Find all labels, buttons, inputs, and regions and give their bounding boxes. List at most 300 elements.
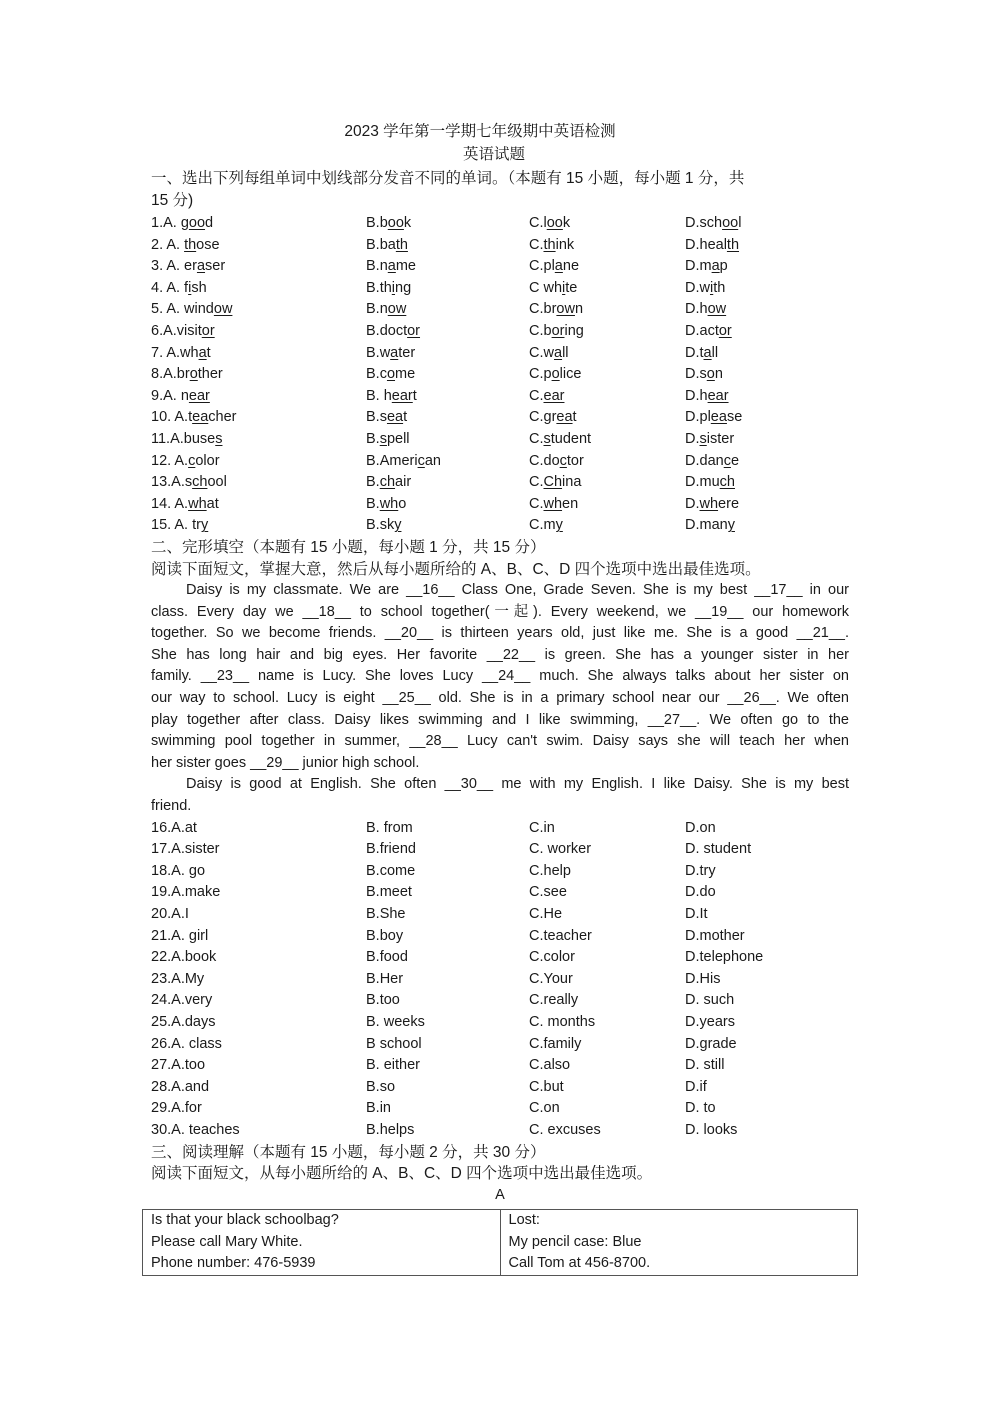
option bbox=[529, 278, 577, 300]
option: C.also bbox=[529, 1057, 571, 1074]
passage-line: our way to school. Lucy is eight __25__ old. She is in a primary school near our __26__. We often bbox=[151, 690, 849, 707]
option-text: C.l bbox=[529, 215, 547, 231]
underlined-letters: ow bbox=[707, 301, 727, 318]
question-row bbox=[151, 1034, 849, 1056]
notice-line: Is that your black schoolbag? bbox=[151, 1212, 339, 1228]
option-text: th bbox=[713, 279, 726, 296]
option: B.boy bbox=[366, 927, 404, 944]
question-row bbox=[151, 1055, 849, 1077]
underlined-letters: ch bbox=[379, 474, 396, 491]
passage-line: Daisy is good at English. She often __30__ me with my English. I like Daisy. She is my best bbox=[186, 776, 849, 793]
option-text: k bbox=[562, 215, 571, 231]
option-text: n bbox=[714, 366, 723, 383]
option-text: t bbox=[412, 387, 417, 404]
option bbox=[151, 299, 232, 321]
option: C.but bbox=[529, 1078, 564, 1095]
underlined-letters: c bbox=[559, 452, 567, 469]
question-row bbox=[151, 343, 849, 365]
option: B. either bbox=[366, 1057, 420, 1074]
section1-heading: 一、选出下列每组单词中划线部分发音不同的单词。（本题有 15 小题，每小题 1 分，共 bbox=[151, 170, 745, 187]
underlined-letters: o bbox=[189, 366, 198, 383]
option bbox=[529, 343, 569, 365]
option-text: B.Ameri bbox=[366, 452, 418, 469]
underlined-letters: th bbox=[184, 236, 197, 253]
option-text: ng bbox=[395, 279, 412, 296]
option-text: D. bbox=[685, 430, 700, 447]
option: 25.A.days bbox=[151, 1013, 216, 1030]
option bbox=[529, 256, 579, 278]
option bbox=[685, 321, 732, 343]
underlined-letters: wh bbox=[699, 495, 719, 512]
question-row bbox=[151, 213, 849, 235]
option-text: ne bbox=[562, 258, 580, 275]
underlined-letters: ear bbox=[188, 387, 210, 404]
notice-line: Phone number: 476-5939 bbox=[151, 1255, 316, 1272]
option bbox=[366, 343, 415, 365]
option bbox=[151, 429, 222, 451]
option-text: at bbox=[206, 495, 219, 512]
option: 20.A.I bbox=[151, 906, 189, 922]
option-text: 8.A.br bbox=[151, 366, 190, 383]
option: C.see bbox=[529, 884, 567, 901]
underlined-letters: ear bbox=[391, 387, 413, 404]
option bbox=[151, 386, 210, 408]
option-text: C.m bbox=[529, 517, 556, 534]
option: C.family bbox=[529, 1035, 582, 1052]
option bbox=[151, 494, 219, 516]
question-row bbox=[151, 278, 849, 300]
option bbox=[366, 213, 411, 235]
question-row bbox=[151, 1077, 849, 1099]
option bbox=[366, 451, 441, 473]
option-text: ose bbox=[196, 236, 220, 253]
option-text: B.s bbox=[366, 409, 387, 426]
underlined-letters: ear bbox=[707, 387, 729, 404]
option bbox=[366, 321, 420, 343]
option bbox=[366, 256, 416, 278]
option bbox=[529, 451, 584, 473]
passage-label: A bbox=[495, 1186, 505, 1203]
option bbox=[151, 364, 223, 386]
option-text: te bbox=[565, 279, 578, 296]
option-text: ser bbox=[205, 258, 226, 275]
option: B.meet bbox=[366, 884, 412, 901]
option-text: B.th bbox=[366, 279, 392, 296]
option-text: B.doct bbox=[366, 322, 408, 339]
option-text: p bbox=[719, 258, 728, 275]
option: B. weeks bbox=[366, 1013, 425, 1030]
option: D.It bbox=[685, 906, 708, 922]
underlined-letters: ch bbox=[192, 474, 208, 491]
underlined-letters: wh bbox=[188, 495, 207, 512]
option-text: ister bbox=[706, 430, 735, 447]
option bbox=[685, 278, 725, 300]
option-text: olor bbox=[195, 452, 220, 469]
option-text: B.ba bbox=[366, 236, 396, 253]
option: B.Her bbox=[366, 970, 404, 987]
question-row bbox=[151, 861, 849, 883]
underlined-letters: o bbox=[706, 366, 715, 383]
option-text: D.mu bbox=[685, 474, 720, 491]
question-row bbox=[151, 472, 849, 494]
question-row bbox=[151, 321, 849, 343]
underlined-letters: a bbox=[198, 344, 207, 361]
option: D. still bbox=[685, 1057, 725, 1074]
question-row bbox=[151, 256, 849, 278]
option-text: ll bbox=[562, 344, 569, 361]
underlined-letters: c bbox=[188, 452, 196, 469]
question-row bbox=[151, 926, 849, 948]
option-text: pell bbox=[386, 430, 410, 447]
option-text: C. bbox=[529, 495, 544, 512]
option-text: ina bbox=[562, 474, 582, 491]
option-text: ink bbox=[555, 236, 575, 253]
option-text: me bbox=[395, 258, 416, 275]
option-text: 7. A.wh bbox=[151, 344, 199, 361]
underlined-letters: ea bbox=[556, 409, 573, 426]
question-row bbox=[151, 990, 849, 1012]
underlined-letters: ch bbox=[719, 474, 735, 491]
option bbox=[685, 515, 735, 537]
option: 16.A.at bbox=[151, 819, 197, 836]
question-row bbox=[151, 494, 849, 516]
option-text: sh bbox=[191, 279, 207, 296]
option-text: D.t bbox=[685, 344, 704, 361]
underlined-letters: th bbox=[395, 236, 408, 253]
option bbox=[366, 429, 410, 451]
underlined-letters: ea bbox=[710, 409, 727, 426]
option-text: e bbox=[730, 452, 740, 469]
option: D.mother bbox=[685, 927, 745, 944]
option: D.years bbox=[685, 1013, 735, 1030]
option bbox=[685, 299, 726, 321]
option-text: D.pl bbox=[685, 409, 711, 426]
option: B.friend bbox=[366, 841, 416, 858]
option-text: B.b bbox=[366, 215, 388, 231]
notice-line: Please call Mary White. bbox=[151, 1233, 303, 1250]
question-row bbox=[151, 839, 849, 861]
option bbox=[529, 386, 564, 408]
question-row bbox=[151, 364, 849, 386]
underlined-letters: or bbox=[718, 322, 732, 339]
question-row bbox=[151, 1012, 849, 1034]
option: D.do bbox=[685, 884, 716, 901]
notices-table bbox=[142, 1209, 858, 1276]
option bbox=[366, 386, 417, 408]
question-row bbox=[151, 1120, 849, 1142]
option: C.Your bbox=[529, 970, 573, 987]
underlined-letters: ear bbox=[543, 387, 565, 404]
option: C. months bbox=[529, 1013, 596, 1030]
underlined-letters: a bbox=[703, 344, 712, 361]
option-text: ther bbox=[197, 366, 223, 383]
option: C.really bbox=[529, 992, 579, 1009]
option bbox=[366, 472, 411, 494]
option-text: D.h bbox=[685, 301, 708, 318]
underlined-letters: or bbox=[407, 322, 421, 339]
option-text: lice bbox=[559, 366, 582, 383]
underlined-letters: oo bbox=[722, 215, 739, 231]
option: 30.A. teaches bbox=[151, 1121, 240, 1138]
option-text: 6.A.visit bbox=[151, 322, 202, 339]
exam-title: 2023 学年第一学期七年级期中英语检测 bbox=[344, 123, 616, 140]
option bbox=[529, 407, 577, 429]
option-text: l bbox=[738, 215, 742, 231]
underlined-letters: th bbox=[726, 236, 740, 253]
question-row bbox=[151, 429, 849, 451]
underlined-letters: a bbox=[554, 258, 563, 275]
option-text: ing bbox=[564, 322, 584, 339]
option-text: 14. A. bbox=[151, 495, 189, 512]
option-text: C. bbox=[529, 236, 544, 253]
option-text: B.w bbox=[366, 344, 391, 361]
option-text: cher bbox=[208, 409, 237, 426]
underlined-letters: a bbox=[390, 344, 399, 361]
underlined-letters: y bbox=[727, 517, 735, 534]
option-text: D.dan bbox=[685, 452, 724, 469]
option-text: 2. A. bbox=[151, 236, 185, 253]
option: C. worker bbox=[529, 841, 592, 858]
option bbox=[366, 515, 401, 537]
underlined-letters: y bbox=[394, 517, 402, 534]
option: 18.A. go bbox=[151, 862, 206, 879]
option-text: tudent bbox=[550, 430, 592, 447]
option bbox=[529, 364, 581, 386]
option: 24.A.very bbox=[151, 992, 213, 1009]
option bbox=[685, 429, 734, 451]
passage-line: together. So we become friends. __20__ is thirteen years old, just like me. She is a good __21__. bbox=[151, 625, 849, 642]
option bbox=[366, 494, 406, 516]
option-text: D.m bbox=[685, 258, 712, 275]
option: 19.A.make bbox=[151, 884, 221, 901]
passage-line: her sister goes __29__ junior high school. bbox=[151, 754, 420, 771]
option-text: B.n bbox=[366, 258, 388, 275]
option: 22.A.book bbox=[151, 949, 217, 966]
option-text: 1.A. g bbox=[151, 215, 189, 231]
option-text: 15. A. tr bbox=[151, 517, 201, 534]
option bbox=[529, 472, 581, 494]
option-text: B.c bbox=[366, 366, 387, 383]
underlined-letters: ea bbox=[386, 409, 404, 426]
notice-line: Lost: bbox=[508, 1212, 540, 1228]
option-text: B. bbox=[366, 474, 380, 491]
option bbox=[366, 364, 415, 386]
question-row bbox=[151, 904, 849, 926]
option bbox=[151, 213, 213, 235]
question-row bbox=[151, 386, 849, 408]
option-text: D.heal bbox=[685, 236, 727, 253]
passage-line: play together after class. Daisy likes swimming and I like swimming, __27__. We often go to the bbox=[151, 711, 849, 728]
option-text: D.w bbox=[685, 279, 710, 296]
option: 26.A. class bbox=[151, 1035, 222, 1052]
option: D. to bbox=[685, 1100, 716, 1117]
underlined-letters: wh bbox=[543, 495, 563, 512]
option-text: ere bbox=[718, 495, 740, 512]
option-text: D. bbox=[685, 495, 700, 512]
underlined-letters: s bbox=[543, 430, 551, 447]
option bbox=[529, 429, 591, 451]
underlined-letters: i bbox=[562, 279, 566, 296]
notice-schoolbag bbox=[143, 1210, 501, 1276]
option: C.help bbox=[529, 862, 571, 879]
option: D.on bbox=[685, 819, 716, 836]
option-text: k bbox=[403, 215, 412, 231]
option: C.teacher bbox=[529, 927, 592, 944]
option-text: B. bbox=[366, 430, 380, 447]
underlined-letters: a bbox=[196, 258, 206, 275]
underlined-letters: o bbox=[551, 366, 560, 383]
underlined-letters: ow bbox=[387, 301, 407, 318]
option: D. such bbox=[685, 992, 735, 1009]
underlined-letters: c bbox=[723, 452, 731, 469]
option: B school bbox=[366, 1035, 422, 1052]
option-text: 11.A.buse bbox=[151, 430, 216, 447]
option-text: t bbox=[206, 344, 211, 361]
option-text: en bbox=[562, 495, 579, 512]
option-text: 10. A.t bbox=[151, 409, 193, 426]
section3-heading: 三、阅读理解（本题有 15 小题，每小题 2 分，共 30 分） bbox=[151, 1143, 546, 1161]
underlined-letters: Ch bbox=[543, 474, 563, 491]
question-row bbox=[151, 947, 849, 969]
underlined-letters: a bbox=[387, 258, 396, 275]
option bbox=[685, 386, 729, 408]
option: D.telephone bbox=[685, 949, 764, 966]
option-text: n bbox=[574, 301, 584, 318]
option bbox=[685, 407, 742, 429]
option bbox=[529, 213, 570, 235]
option-text: C. bbox=[529, 387, 544, 404]
option-text: me bbox=[395, 366, 416, 383]
option-text: t bbox=[403, 409, 408, 426]
option: 29.A.for bbox=[151, 1100, 202, 1117]
option-text: D.man bbox=[685, 517, 728, 534]
option-text: C.p bbox=[529, 366, 552, 383]
section1-questions bbox=[151, 213, 849, 537]
option: 17.A.sister bbox=[151, 841, 220, 858]
question-row bbox=[151, 451, 849, 473]
option: D. student bbox=[685, 841, 752, 858]
option-text: 5. A. wind bbox=[151, 301, 214, 318]
option bbox=[151, 343, 211, 365]
option-text: ool bbox=[207, 474, 227, 491]
option bbox=[685, 213, 741, 235]
option-text: o bbox=[398, 495, 407, 512]
underlined-letters: o bbox=[386, 366, 396, 383]
question-row bbox=[151, 235, 849, 257]
option: D.if bbox=[685, 1078, 707, 1095]
option bbox=[366, 299, 406, 321]
option: D.grade bbox=[685, 1035, 737, 1052]
option-text: C. bbox=[529, 430, 544, 447]
option: C.in bbox=[529, 819, 555, 836]
option-text: 3. A. er bbox=[151, 258, 197, 275]
option-text: d bbox=[205, 215, 214, 231]
option: 27.A.too bbox=[151, 1057, 206, 1074]
option: 28.A.and bbox=[151, 1078, 210, 1095]
option: B. from bbox=[366, 819, 413, 836]
option: D.His bbox=[685, 970, 721, 987]
option-text: 4. A. f bbox=[151, 279, 189, 296]
option-text: D.h bbox=[685, 387, 708, 404]
exam-body bbox=[151, 168, 849, 1206]
option-text: C.pl bbox=[529, 258, 555, 275]
option-text: ll bbox=[711, 344, 719, 361]
option-text: tor bbox=[566, 452, 584, 469]
option-text: C.do bbox=[529, 452, 560, 469]
option: 21.A. girl bbox=[151, 927, 209, 944]
underlined-letters: i bbox=[188, 279, 192, 296]
option: 23.A.My bbox=[151, 970, 205, 987]
underlined-letters: y bbox=[555, 517, 563, 534]
option-text: B.sk bbox=[366, 517, 395, 534]
question-row bbox=[151, 969, 849, 991]
underlined-letters: s bbox=[699, 430, 707, 447]
option bbox=[685, 494, 739, 516]
option bbox=[529, 321, 584, 343]
passage-line: family. __23__ name is Lucy. She loves Lucy __24__ much. She always talks about her sister on bbox=[151, 668, 849, 685]
question-row bbox=[151, 407, 849, 429]
underlined-letters: oo bbox=[188, 215, 206, 231]
passage-line: Daisy is my classmate. We are __16__ Class One, Grade Seven. She is my best __17__ in our bbox=[186, 582, 849, 599]
underlined-letters: or bbox=[551, 322, 565, 339]
option bbox=[151, 278, 207, 300]
option: C.He bbox=[529, 906, 563, 922]
option-text: C.b bbox=[529, 322, 552, 339]
option: B.come bbox=[366, 862, 416, 879]
underlined-letters: s bbox=[215, 430, 223, 447]
section2-heading: 二、完形填空（本题有 15 小题，每小题 1 分，共 15 分） bbox=[151, 538, 546, 556]
option-text: B. bbox=[366, 495, 380, 512]
option-text: se bbox=[726, 409, 743, 426]
option-text: an bbox=[424, 452, 441, 469]
notice-pencil-case bbox=[500, 1210, 858, 1276]
underlined-letters: oo bbox=[546, 215, 563, 231]
option: C.color bbox=[529, 949, 575, 966]
option: B.food bbox=[366, 949, 408, 966]
passage-line: friend. bbox=[151, 798, 192, 815]
underlined-letters: ea bbox=[192, 409, 209, 426]
option-text: C. bbox=[529, 474, 544, 491]
option bbox=[151, 256, 225, 278]
option bbox=[685, 256, 728, 278]
underlined-letters: c bbox=[417, 452, 425, 469]
underlined-letters: s bbox=[379, 430, 387, 447]
passage-line: swimming pool together in summer, __28__ Lucy can't swim. Daisy says she will teach her when bbox=[151, 733, 849, 750]
option-text: D.s bbox=[685, 366, 707, 383]
option bbox=[685, 364, 723, 386]
section3-instruction: 阅读下面短文，从每小题所给的 A、B、C、D 四个选项中选出最佳选项。 bbox=[151, 1165, 653, 1183]
underlined-letters: ow bbox=[556, 301, 575, 318]
option: C.on bbox=[529, 1100, 560, 1117]
question-row bbox=[151, 515, 849, 537]
underlined-letters: wh bbox=[379, 495, 399, 512]
option-text: B.n bbox=[366, 301, 388, 318]
underlined-letters: a bbox=[711, 258, 720, 275]
passage-line: She has long hair and big eyes. Her favorite __22__ is green. She has a younger sister in her bbox=[151, 646, 849, 663]
option bbox=[529, 515, 563, 537]
option: D.try bbox=[685, 862, 716, 879]
option-text: t bbox=[572, 409, 577, 426]
underlined-letters: i bbox=[709, 279, 714, 296]
option-text: D.act bbox=[685, 322, 719, 339]
option-text: 13.A.s bbox=[151, 474, 193, 491]
option-text: C wh bbox=[529, 279, 563, 296]
question-row bbox=[151, 299, 849, 321]
section2-questions bbox=[151, 818, 849, 1142]
option: D. looks bbox=[685, 1121, 738, 1138]
cloze-passage bbox=[151, 580, 849, 818]
underlined-letters: or bbox=[201, 322, 215, 339]
